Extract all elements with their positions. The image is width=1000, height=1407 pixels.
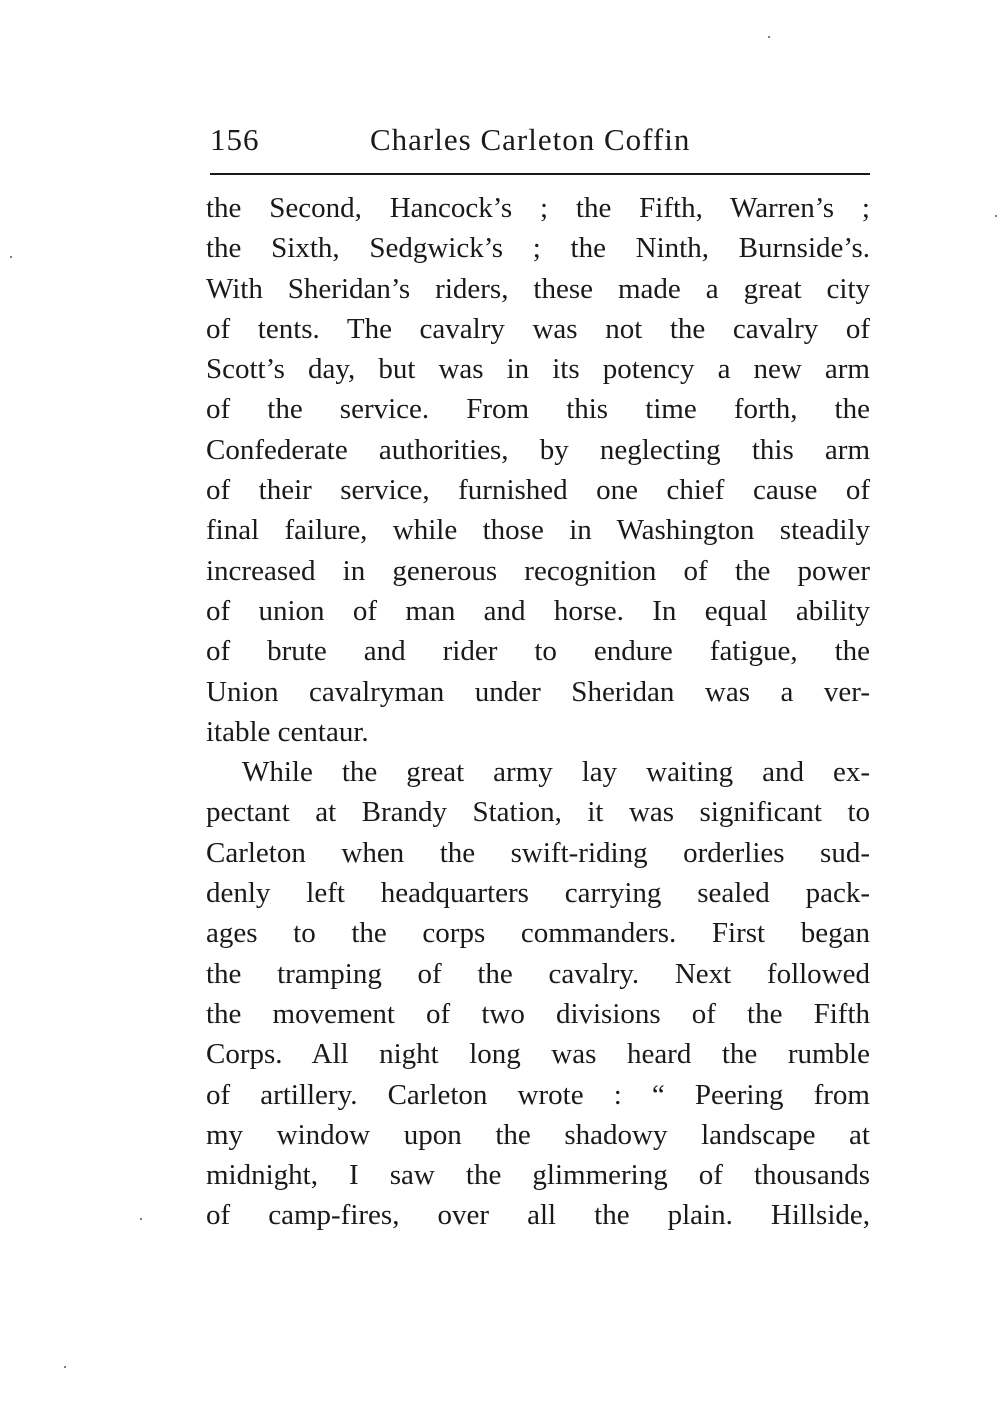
text-line: of their service, furnished one chief cause of	[206, 474, 870, 507]
text-line: denly left headquarters carrying sealed pack-	[206, 877, 870, 910]
header-rule	[210, 173, 870, 175]
scan-speck	[10, 256, 12, 258]
text-line: itable centaur.	[206, 715, 369, 748]
text-line: of brute and rider to endure fatigue, the	[206, 635, 870, 668]
text-line: midnight, I saw the glimmering of thousands	[206, 1159, 870, 1192]
text-line: my window upon the shadowy landscape at	[206, 1118, 870, 1151]
text-line: the tramping of the cavalry. Next followed	[206, 957, 870, 990]
page-header	[210, 116, 870, 164]
scan-speck	[64, 1366, 66, 1368]
scan-speck	[140, 1218, 142, 1220]
text-line: of artillery. Carleton wrote : “ Peering from	[206, 1078, 870, 1111]
text-line: the movement of two divisions of the Fifth	[206, 997, 870, 1030]
body-text	[206, 188, 870, 1236]
text-line: Scott’s day, but was in its potency a new arm	[206, 353, 870, 386]
text-line: Union cavalryman under Sheridan was a ver-	[206, 675, 870, 708]
text-line: of tents. The cavalry was not the cavalry of	[206, 312, 870, 345]
text-line: of the service. From this time forth, the	[206, 393, 870, 426]
paragraph-2	[206, 752, 870, 1236]
text-line: final failure, while those in Washington steadily	[206, 514, 870, 547]
text-line: of camp-fires, over all the plain. Hillside,	[206, 1199, 870, 1232]
text-line: Confederate authorities, by neglecting this arm	[206, 433, 870, 466]
text-line: pectant at Brandy Station, it was significant to	[206, 796, 870, 829]
text-line: increased in generous recognition of the power	[206, 554, 870, 587]
text-line: ages to the corps commanders. First began	[206, 917, 870, 950]
text-line: Carleton when the swift-riding orderlies sud-	[206, 836, 870, 869]
text-line: the Sixth, Sedgwick’s ; the Ninth, Burnside’s.	[206, 232, 870, 265]
paragraph-1	[206, 188, 870, 752]
text-line: the Second, Hancock’s ; the Fifth, Warren’s ;	[206, 192, 870, 224]
page-number: 156	[210, 122, 260, 157]
scan-speck	[768, 36, 770, 38]
scan-speck	[995, 215, 997, 217]
text-line: of union of man and horse. In equal ability	[206, 594, 870, 627]
running-title: Charles Carleton Coffin	[370, 122, 691, 157]
text-line: Corps. All night long was heard the rumble	[206, 1038, 870, 1071]
text-line: While the great army lay waiting and ex-	[242, 756, 870, 789]
text-line: With Sheridan’s riders, these made a great city	[206, 272, 870, 305]
